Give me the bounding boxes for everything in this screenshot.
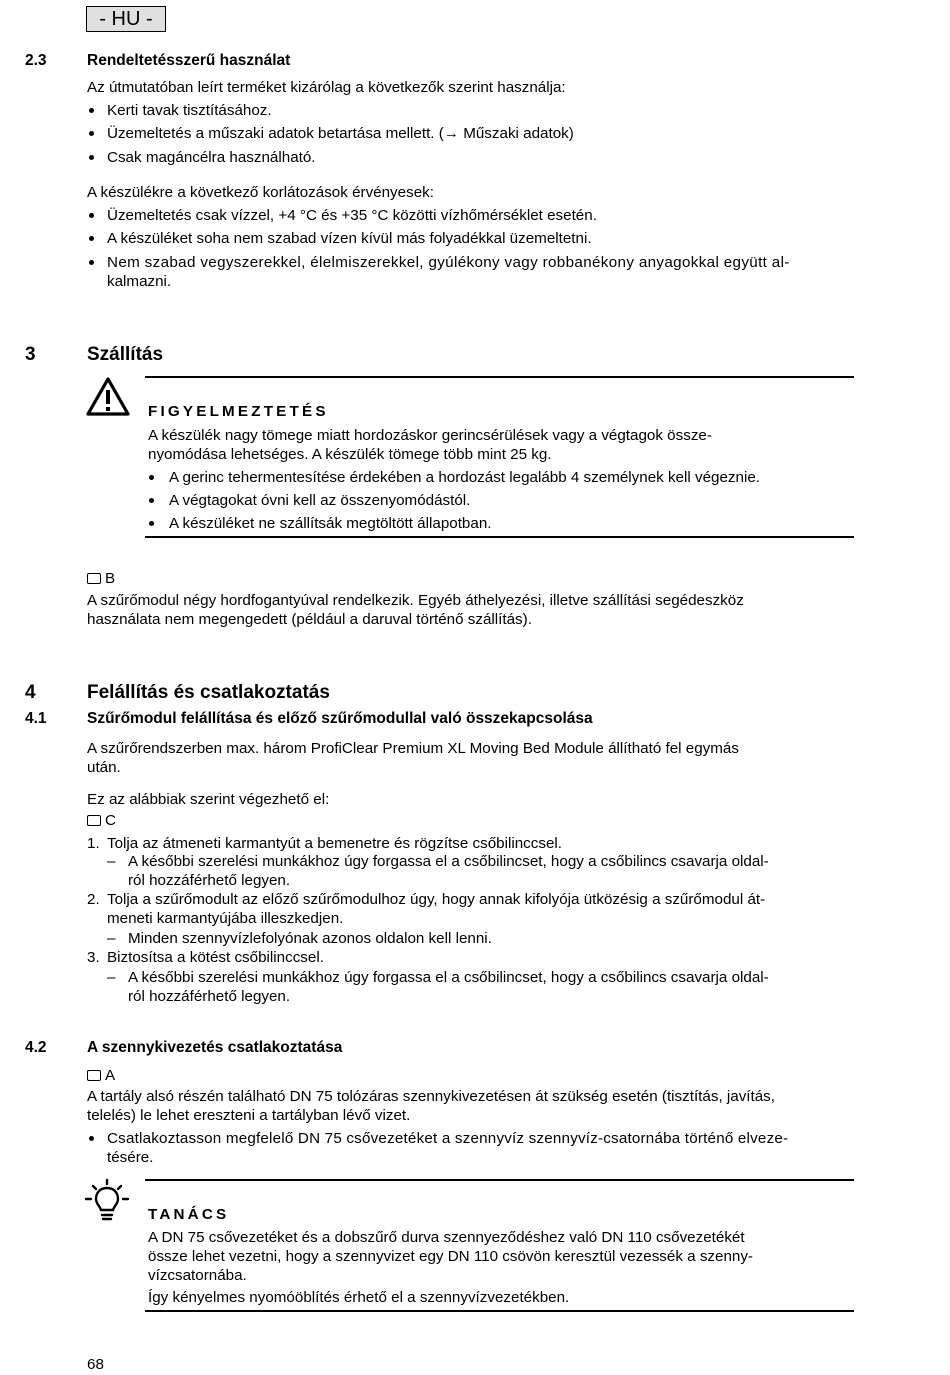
bullet-icon: [89, 1136, 94, 1141]
figure-label: C: [105, 812, 116, 829]
section-title: Szűrőmodul felállítása és előző szűrőmodullal való összekapcsolása: [87, 710, 593, 727]
section-title: Szállítás: [87, 344, 164, 365]
step-text: meneti karmantyújába illeszkedjen.: [107, 910, 344, 927]
tip-text: A DN 75 csővezetéket és a dobszűrő durva szennyeződéshez való DN 110 csővezetékét: [148, 1229, 745, 1246]
bullet-icon: [89, 155, 94, 160]
dash: –: [107, 930, 116, 947]
step-text: Tolja a szűrőmodult az előző szűrőmodulhoz úgy, hogy annak kifolyója ütközésig a szűrőmodul át-: [107, 891, 766, 908]
section-number: 4.2: [25, 1039, 47, 1056]
substep-text: A későbbi szerelési munkákhoz úgy forgassa el a csőbilincset, hogy a csőbilincs csavarja oldal-: [128, 853, 769, 870]
step-text: Biztosítsa a kötést csőbilinccsel.: [107, 949, 324, 966]
list-item-continuation: kalmazni.: [107, 273, 172, 290]
figure-reference: [87, 569, 115, 589]
bullet-icon: [149, 475, 154, 480]
bullet-icon: [89, 108, 94, 113]
list-item: Csak magáncélra használható.: [107, 149, 316, 166]
section-number: 2.3: [25, 52, 47, 69]
tip-text: vízcsatornába.: [148, 1267, 247, 1284]
tip-text: Így kényelmes nyomóöblítés érhető el a szennyvízvezetékben.: [148, 1289, 570, 1306]
section-title: A szennykivezetés csatlakoztatása: [87, 1039, 343, 1056]
figure-icon: [87, 1070, 101, 1081]
step-number: 1.: [87, 835, 100, 852]
paragraph: A készülékre a következő korlátozások érvényesek:: [87, 184, 434, 201]
warning-bottom-rule: [145, 536, 854, 538]
figure-icon: [87, 573, 101, 584]
warning-top-rule: [145, 376, 854, 378]
tip-text: össze lehet vezetni, hogy a szennyvizet egy DN 110 csövön keresztül vezessék a szenny-: [148, 1248, 753, 1265]
section-number: 4.1: [25, 710, 47, 727]
substep-text: Minden szennyvízlefolyónak azonos oldalon kell lenni.: [128, 930, 492, 947]
dash: –: [107, 853, 116, 870]
paragraph: A szűrőmodul négy hordfogantyúval rendelkezik. Egyéb áthelyezési, illetve szállítási segédeszköz: [87, 592, 744, 609]
warning-text: nyomódása lehetséges. A készülék tömege több mint 25 kg.: [148, 446, 552, 463]
list-item: Üzemeltetés a műszaki adatok betartása mellett. (→ Műszaki adatok): [107, 125, 574, 142]
section-number: 3: [25, 344, 36, 365]
step-number: 2.: [87, 891, 100, 908]
page-number: 68: [87, 1356, 104, 1373]
list-item-continuation: tésére.: [107, 1149, 154, 1166]
figure-reference: [87, 1066, 115, 1086]
paragraph: telelés) le lehet ereszteni a tartályban lévő vizet.: [87, 1107, 411, 1124]
section-title: Felállítás és csatlakoztatás: [87, 682, 330, 703]
list-item: A végtagokat óvni kell az összenyomódástól.: [169, 492, 471, 509]
paragraph: használata nem megengedett (például a daruval történő szállítás).: [87, 611, 532, 628]
list-item: A készüléket ne szállítsák megtöltött állapotban.: [169, 515, 492, 532]
substep-text: ról hozzáférhető legyen.: [128, 988, 291, 1005]
paragraph: A szűrőrendszerben max. három ProfiClear Premium XL Moving Bed Module állítható fel egymás: [87, 740, 739, 757]
bullet-icon: [89, 236, 94, 241]
warning-text: A készülék nagy tömege miatt hordozáskor gerincsérülések vagy a végtagok össze-: [148, 427, 712, 444]
substep-text: ról hozzáférhető legyen.: [128, 872, 291, 889]
figure-label: A: [105, 1067, 116, 1084]
language-tag: - HU -: [86, 6, 166, 32]
bullet-icon: [89, 213, 94, 218]
bullet-icon: [89, 131, 94, 136]
substep-text: A későbbi szerelési munkákhoz úgy forgassa el a csőbilincset, hogy a csőbilincs csavarja oldal-: [128, 969, 769, 986]
list-item: Üzemeltetés csak vízzel, +4 °C és +35 °C közötti vízhőmérséklet esetén.: [107, 207, 597, 224]
figure-reference: [87, 811, 116, 831]
section-title: Rendeltetésszerű használat: [87, 52, 291, 69]
step-number: 3.: [87, 949, 100, 966]
list-item: Kerti tavak tisztításához.: [107, 102, 272, 119]
step-text: Tolja az átmeneti karmantyút a bemenetre és rögzítse csőbilinccsel.: [107, 835, 562, 852]
section-number: 4: [25, 682, 36, 703]
bullet-icon: [89, 260, 94, 265]
dash: –: [107, 969, 116, 986]
warning-heading: FIGYELMEZTETÉS: [148, 403, 329, 420]
tip-heading: TANÁCS: [148, 1206, 230, 1223]
tip-top-rule: [145, 1179, 854, 1181]
lightbulb-icon: [84, 1178, 130, 1224]
paragraph: Az útmutatóban leírt terméket kizárólag a következők szerint használja:: [87, 79, 566, 96]
list-item: A gerinc tehermentesítése érdekében a hordozást legalább 4 személynek kell végeznie.: [169, 469, 760, 486]
tip-bottom-rule: [145, 1310, 854, 1312]
warning-triangle-icon: [85, 376, 131, 418]
paragraph: után.: [87, 759, 121, 776]
paragraph: Ez az alábbiak szerint végezhető el:: [87, 791, 330, 808]
list-item: A készüléket soha nem szabad vízen kívül más folyadékkal üzemeltetni.: [107, 230, 592, 247]
figure-label: B: [105, 570, 116, 587]
list-item: Csatlakoztasson megfelelő DN 75 csővezetéket a szennyvíz szennyvíz-csatornába történő elveze-: [107, 1130, 789, 1147]
list-item: Nem szabad vegyszerekkel, élelmiszerekkel, gyúlékony vagy robbanékony anyagokkal együtt al-: [107, 254, 790, 271]
bullet-icon: [149, 498, 154, 503]
paragraph: A tartály alsó részén található DN 75 tolózáras szennykivezetésen át szükség esetén (tisztítás, javítás,: [87, 1088, 775, 1105]
figure-icon: [87, 815, 101, 826]
bullet-icon: [149, 521, 154, 526]
